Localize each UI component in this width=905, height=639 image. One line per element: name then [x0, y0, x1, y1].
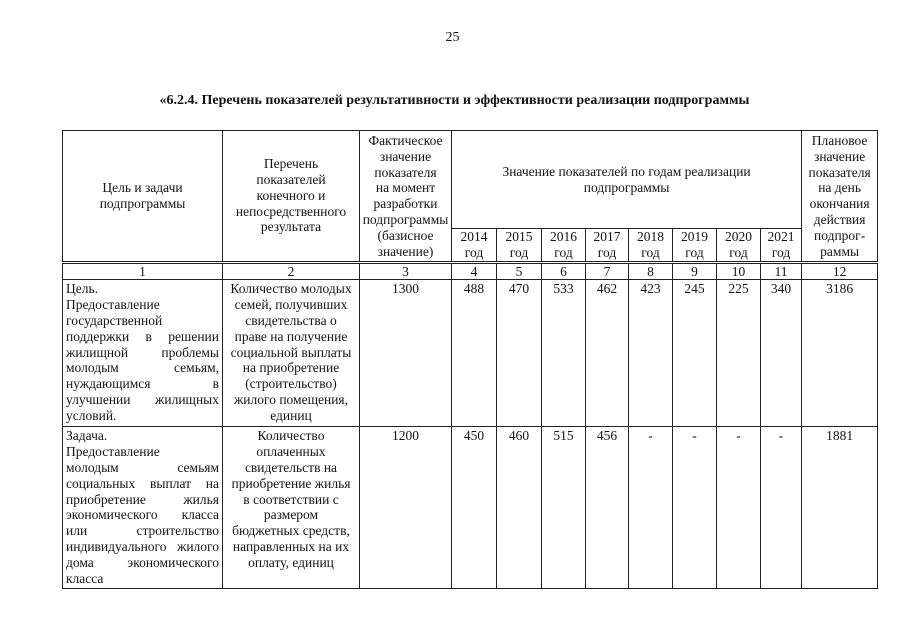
year-value-2017: 462 — [586, 280, 629, 427]
year-value-2016: 515 — [542, 427, 586, 589]
text-line: Цель и задачи — [102, 180, 183, 195]
column-number: 5 — [497, 262, 542, 280]
text-line: подпрограммы — [583, 179, 670, 195]
text-line: или строительство — [66, 523, 219, 539]
text-line: значение — [379, 148, 432, 164]
year-value-2015: 470 — [497, 280, 542, 427]
column-number: 6 — [542, 262, 586, 280]
text-line: подпрограммы — [99, 195, 186, 211]
text-line: год — [729, 244, 748, 260]
text-line: конечного и — [256, 187, 326, 203]
text-line: (базисное — [377, 227, 434, 243]
text-line: год — [464, 244, 484, 260]
text-line: непосредственного — [235, 203, 347, 219]
text-line: Плановое — [811, 133, 868, 148]
text-line: Предоставление — [66, 297, 160, 313]
year-value-2020: - — [717, 427, 761, 589]
text-line: приобретение жилья — [231, 475, 351, 491]
text-line: действия — [813, 211, 866, 227]
text-line: индивидуального жилого — [66, 538, 219, 554]
text-line: Перечень — [263, 156, 319, 172]
column-number: 11 — [761, 262, 802, 280]
text-line: Фактическое — [368, 133, 443, 148]
text-line: бюджетных средств, — [232, 523, 350, 539]
text-line: оплаченных — [256, 444, 326, 460]
header-year-2021 — [761, 229, 802, 263]
text-line: значение — [813, 148, 866, 164]
text-line: 2015 — [505, 229, 533, 244]
paragraph — [66, 297, 219, 423]
text-line: экономического класса — [66, 507, 219, 523]
text-line: единиц — [270, 407, 312, 423]
year-value-2020: 225 — [717, 280, 761, 427]
text-line: на момент — [375, 180, 436, 196]
column-number: 9 — [673, 262, 717, 280]
text-line: показателей — [256, 172, 326, 188]
paragraph — [66, 281, 219, 297]
text-line: условий. — [66, 407, 117, 423]
text-line: разработки — [373, 196, 438, 212]
header-year-2017 — [586, 229, 629, 263]
text-line: дома экономического — [66, 554, 219, 570]
column-number: 8 — [629, 262, 673, 280]
text-line: 2017 — [593, 229, 621, 244]
text-line: приобретение жилья — [66, 491, 219, 507]
goal-cell — [63, 427, 223, 589]
year-value-2021: 340 — [761, 280, 802, 427]
text-line: (строительство) — [245, 376, 337, 392]
text-line: Цель. — [66, 281, 99, 297]
table-row — [63, 427, 878, 589]
header-indicator-cell — [223, 131, 360, 263]
text-line: 2014 — [460, 229, 488, 244]
text-line: показателя — [808, 164, 871, 180]
indicator-cell — [223, 280, 360, 427]
table-row — [63, 280, 878, 427]
text-line: направленных на их — [232, 538, 350, 554]
text-line: Количество молодых — [230, 281, 352, 297]
text-line: Предоставление — [66, 444, 160, 460]
goal-cell — [63, 280, 223, 427]
year-value-2014: 488 — [452, 280, 497, 427]
text-line: Значение показателей по годам реализации — [502, 163, 751, 179]
text-line: свидетельств на — [244, 459, 338, 475]
column-number: 10 — [717, 262, 761, 280]
header-year-2016 — [542, 229, 586, 263]
year-value-2019: - — [673, 427, 717, 589]
text-line: результата — [260, 219, 322, 235]
text-line: значение) — [377, 243, 434, 259]
planned-value: 3186 — [802, 280, 878, 427]
text-line: размером — [263, 507, 319, 523]
text-line: год — [641, 244, 660, 260]
text-line: жилищной проблемы — [66, 344, 219, 360]
year-value-2018: - — [629, 427, 673, 589]
indicator-cell — [223, 427, 360, 589]
header-years-group-cell — [452, 131, 802, 229]
text-line: социальной выплаты — [230, 344, 352, 360]
column-number: 7 — [586, 262, 629, 280]
column-number-row — [63, 262, 878, 280]
text-line: Задача. — [66, 428, 108, 444]
header-goal-cell — [63, 131, 223, 263]
table-body — [63, 131, 878, 589]
header-year-2020 — [717, 229, 761, 263]
header-year-2019 — [673, 229, 717, 263]
text-line: окончания — [809, 196, 870, 212]
text-line: нуждающимся в — [66, 376, 219, 392]
text-line: в соответствии с — [243, 491, 339, 507]
text-line: поддержки в решении — [66, 328, 219, 344]
text-line: класса — [66, 570, 104, 586]
text-line: оплату, единиц — [248, 554, 334, 570]
paragraph — [66, 444, 219, 586]
year-value-2016: 533 — [542, 280, 586, 427]
text-line: улучшении жилищных — [66, 391, 219, 407]
header-year-2015 — [497, 229, 542, 263]
header-planned-cell — [802, 131, 878, 263]
column-number: 4 — [452, 262, 497, 280]
section-title: «6.2.4. Перечень показателей результативности и эффективности реализации подпрограммы — [159, 93, 750, 108]
column-number: 12 — [802, 262, 878, 280]
text-line: 2020 — [725, 229, 752, 244]
planned-value: 1881 — [802, 427, 878, 589]
text-line: показателя — [374, 164, 437, 180]
paragraph — [66, 428, 219, 444]
indicators-table — [62, 130, 878, 589]
year-value-2014: 450 — [452, 427, 497, 589]
year-value-2021: - — [761, 427, 802, 589]
text-line: на день — [818, 180, 862, 196]
text-line: свидетельства о — [245, 312, 337, 328]
year-value-2019: 245 — [673, 280, 717, 427]
baseline-value: 1300 — [360, 280, 452, 427]
column-number: 1 — [63, 262, 223, 280]
page-number: 25 — [445, 30, 460, 45]
text-line: 2018 — [637, 229, 664, 244]
header-baseline-cell — [360, 131, 452, 263]
text-line: жилого помещения, — [233, 391, 349, 407]
text-line: год — [597, 244, 617, 260]
column-number: 3 — [360, 262, 452, 280]
year-value-2018: 423 — [629, 280, 673, 427]
year-value-2015: 460 — [497, 427, 542, 589]
text-line: Количество — [257, 428, 325, 444]
column-number: 2 — [223, 262, 360, 280]
text-line: год — [509, 244, 529, 260]
text-line: семей, получивших — [234, 297, 348, 313]
text-line: год — [771, 244, 791, 260]
text-line: государственной — [66, 312, 163, 328]
header-year-2018 — [629, 229, 673, 263]
text-line: подпрограммы — [362, 211, 449, 227]
text-line: раммы — [820, 243, 860, 259]
text-line: молодым семьям — [66, 459, 219, 475]
header-row — [63, 131, 878, 229]
text-line: подпрог- — [814, 227, 866, 243]
year-value-2017: 456 — [586, 427, 629, 589]
text-line: 2019 — [681, 229, 708, 244]
baseline-value: 1200 — [360, 427, 452, 589]
header-year-2014 — [452, 229, 497, 263]
text-line: на приобретение — [242, 360, 340, 376]
text-line: социальных выплат на — [66, 475, 219, 491]
text-line: праве на получение — [234, 328, 348, 344]
text-line: год — [554, 244, 573, 260]
text-line: молодым семьям, — [66, 360, 219, 376]
text-line: год — [685, 244, 704, 260]
text-line: 2021 — [767, 229, 795, 244]
text-line: 2016 — [550, 229, 577, 244]
